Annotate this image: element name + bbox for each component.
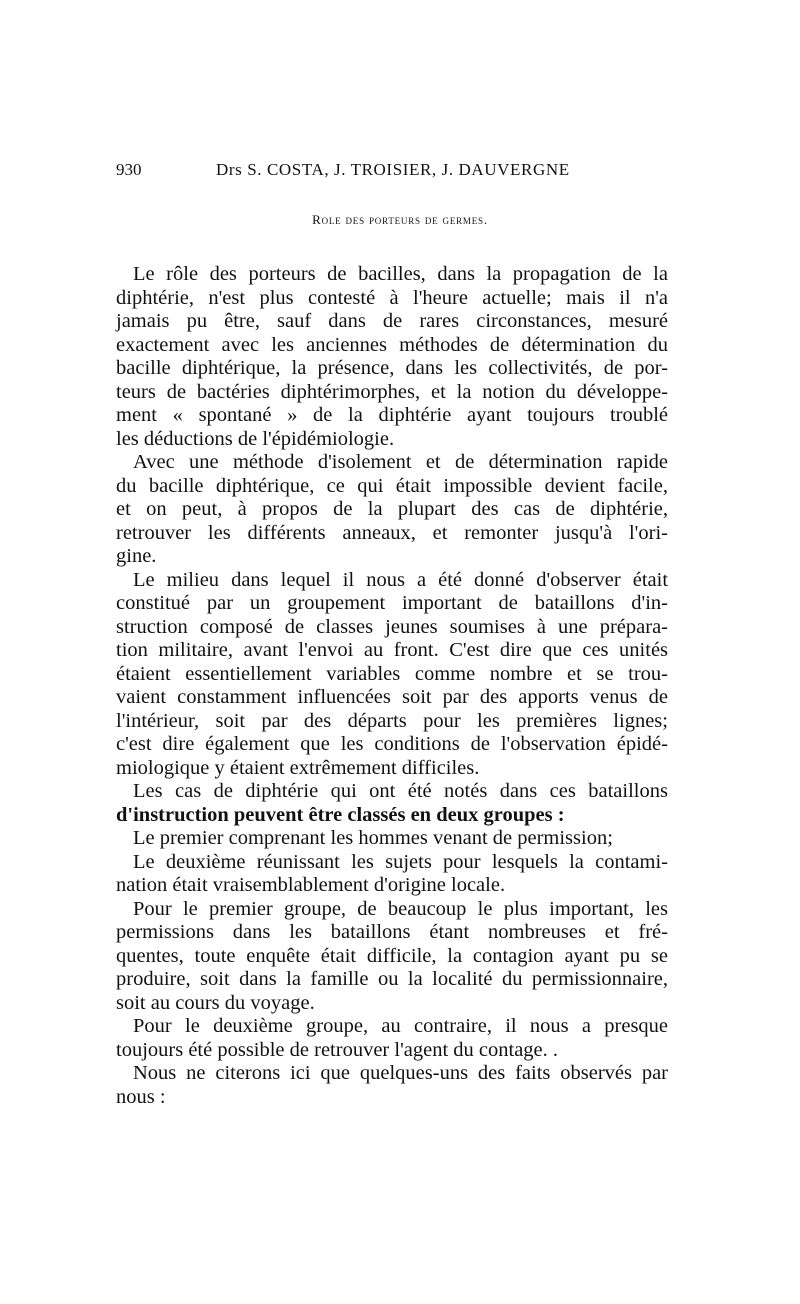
text-line: c'est dire également que les conditions de l'observation épidé-	[116, 733, 668, 755]
text-line: d'instruction peuvent être classés en deux groupes :	[116, 803, 565, 826]
text-line: les déductions de l'épidémiologie.	[116, 427, 395, 450]
text-line: Le premier comprenant les hommes venant de permission;	[133, 827, 613, 849]
running-head: Drs S. COSTA, J. TROISIER, J. DAUVERGNE	[216, 160, 570, 179]
text-line: diphtérie, n'est plus contesté à l'heure actuelle; mais il n'a	[116, 286, 669, 309]
text-line: ment « spontané » de la diphtérie ayant toujours troublé	[116, 404, 669, 426]
text-line: Avec une méthode d'isolement et de détermination rapide	[133, 451, 668, 473]
text-line: soit au cours du voyage.	[116, 991, 315, 1014]
text-line: quentes, toute enquête était difficile, la contagion ayant pu se	[116, 944, 668, 967]
text-line: Le rôle des porteurs de bacilles, dans la propagation de la	[133, 263, 668, 285]
text-line: Le deuxième réunissant les sujets pour lesquels la contami-	[133, 850, 668, 873]
text-line: Pour le premier groupe, de beaucoup le plus important, les	[133, 897, 668, 920]
text-line: toujours été possible de retrouver l'agent du contage. .	[116, 1038, 559, 1061]
text-line: Pour le deuxième groupe, au contraire, il nous a presque	[133, 1015, 669, 1037]
page-header	[116, 152, 676, 186]
text-line: étaient essentiellement variables comme nombre et se trou-	[116, 662, 668, 685]
text-line: exactement avec les anciennes méthodes de détermination du	[116, 333, 668, 356]
text-line: du bacille diphtérique, ce qui était impossible devient facile,	[116, 474, 668, 497]
text-line: bacille diphtérique, la présence, dans les collectivités, de por-	[116, 357, 668, 379]
text-line: vaient constamment influencées soit par des apports venus de	[116, 686, 668, 708]
text-line: produire, soit dans la famille ou la localité du permissionnaire,	[116, 968, 668, 990]
text-line: Nous ne citerons ici que quelques-uns des faits observés par	[133, 1062, 669, 1084]
text-line: retrouver les différents anneaux, et remonter jusqu'à l'ori-	[116, 521, 668, 544]
text-line: l'intérieur, soit par des départs pour les premières lignes;	[116, 709, 668, 732]
text-line: permissions dans les bataillons étant nombreuses et fré-	[116, 921, 668, 943]
text-line: et on peut, à propos de la plupart des cas de diphtérie,	[116, 498, 669, 520]
text-line: gine.	[116, 545, 157, 567]
text-line: nous :	[116, 1085, 166, 1108]
text-line: nation était vraisemblablement d'origine locale.	[116, 874, 506, 896]
text-line: constitué par un groupement important de bataillons d'in-	[116, 592, 668, 614]
text-line: miologique y étaient extrêmement difficiles.	[116, 756, 480, 779]
text-line: struction composé de classes jeunes soumises à une prépara-	[116, 615, 669, 638]
body-text	[116, 263, 668, 1109]
text-line: Le milieu dans lequel il nous a été donné d'observer était	[133, 568, 669, 591]
section-title: Role des porteurs de germes.	[312, 212, 488, 227]
text-line: tion militaire, avant l'envoi au front. C'est dire que ces unités	[116, 639, 669, 661]
page-number: 930	[116, 160, 142, 179]
text-line: jamais pu être, sauf dans de rares circonstances, mesuré	[116, 310, 669, 332]
text-line: Les cas de diphtérie qui ont été notés dans ces bataillons	[133, 780, 668, 802]
text-line: teurs de bactéries diphtérimorphes, et la notion du développe-	[116, 380, 668, 403]
